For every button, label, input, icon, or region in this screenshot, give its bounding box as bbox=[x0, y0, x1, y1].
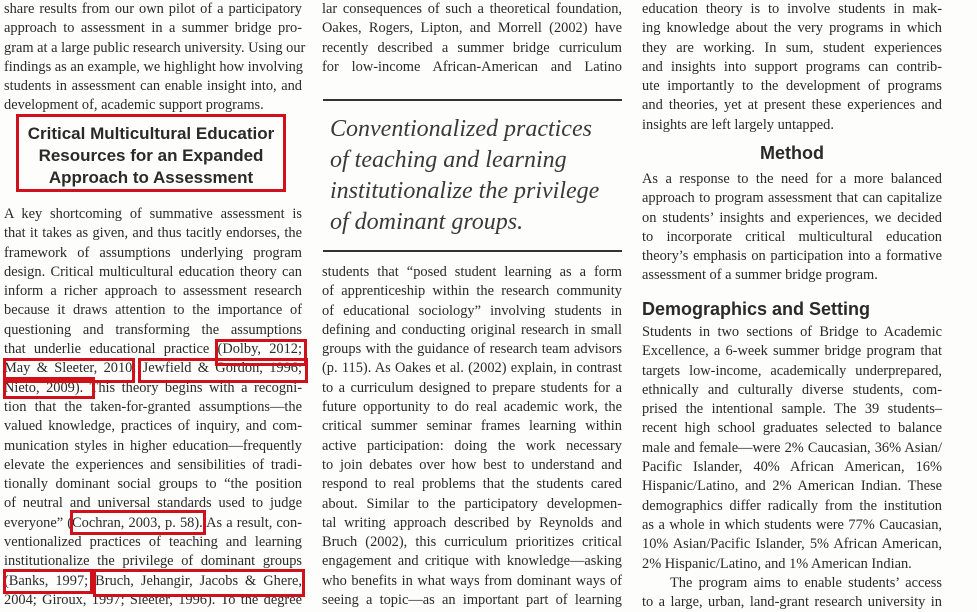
text-line: questioning and transforming the assumptions bbox=[4, 321, 302, 338]
text-line: ventionalized practices of teaching and learning bbox=[4, 534, 302, 551]
text-line: Students in two sections of Bridge to Academic bbox=[642, 324, 942, 340]
text-line: groups with the guidance of research team advisors bbox=[322, 341, 622, 358]
col3-top-paragraph bbox=[642, 0, 942, 135]
text-line: inform a richer approach to assessment research bbox=[4, 283, 302, 300]
section-heading-critical-multicultural bbox=[16, 114, 286, 192]
pullquote-line: of dominant groups. bbox=[330, 209, 524, 235]
text-line: A key shortcoming of summative assessment is bbox=[4, 206, 302, 222]
text-line: share results from our own pilot of a participatory bbox=[4, 1, 302, 17]
text-line: assessment of a summer bridge program. bbox=[642, 267, 878, 284]
text-line: to join debates over how best to understand and bbox=[322, 456, 622, 473]
text-line: (Banks, 1997; Bruch, Jehangir, Jacobs & Ghere, bbox=[4, 572, 302, 589]
text-line: of educational sociology” involving students in bbox=[322, 302, 622, 319]
pullquote-line: Conventionalized practices bbox=[330, 116, 592, 142]
text-line: elevate the experiences and sensibilities of tradi- bbox=[4, 456, 302, 473]
text-line: ethnically and culturally diverse students, com- bbox=[642, 381, 942, 398]
text-line: that it takes as given, and thus tacitly endorses, the bbox=[4, 225, 302, 242]
text-line: who benefits in what ways from dominant ways of bbox=[322, 572, 622, 589]
pullquote-line: institutionalize the privilege bbox=[330, 178, 600, 204]
text-line: seeing a topic—as an important part of learning bbox=[322, 592, 622, 609]
text-line: As a response to the need for a more balanced bbox=[642, 171, 942, 187]
text-line: prised the intentional sample. The 39 students– bbox=[642, 401, 942, 418]
citation-highlight-banks bbox=[3, 569, 93, 594]
text-line: ing knowledge about the very programs in which bbox=[642, 20, 942, 37]
text-line: (p. 115). As Oakes et al. (2002) explain, in contrast bbox=[322, 360, 622, 377]
col2-body-paragraph bbox=[322, 263, 622, 610]
text-line: May & Sleeter, 2010; Jewfield & Gordon, 1996; bbox=[4, 360, 302, 377]
text-line: 2% Hispanic/Latino, and 1% American Indian. bbox=[642, 555, 912, 572]
text-line: ute importantly to the development of programs bbox=[642, 78, 942, 95]
text-line: insights are left largely untapped. bbox=[642, 116, 834, 133]
text-line: that underlie educational practice (Dolby, 2012; bbox=[4, 341, 302, 358]
text-line: gram at a large public research university. Using our bbox=[4, 39, 306, 56]
text-line: Oakes, Rogers, Lipton, and Morrell (2002) have bbox=[322, 20, 622, 37]
text-line: to a curriculum designed to prepare students for a bbox=[322, 379, 622, 396]
text-line: findings as an example, we highlight how involving bbox=[4, 58, 303, 75]
text-line: male and female—were 2% Caucasian, 36% Asian/ bbox=[642, 439, 942, 456]
demographics-paragraph bbox=[642, 323, 942, 612]
text-line: they are working. In sum, student experiences bbox=[642, 39, 942, 56]
citation-highlight-jewfield-gordon bbox=[138, 358, 308, 383]
text-line: 10% Asian/Pacific Islander, 5% African American, bbox=[642, 536, 942, 553]
citation-highlight-bruch bbox=[93, 569, 305, 597]
text-line: on students’ insights and experiences, we decided bbox=[642, 209, 942, 226]
critical-body-paragraph bbox=[4, 205, 302, 610]
text-line: tionally dominant social groups to “the position bbox=[4, 476, 302, 493]
pullquote bbox=[330, 114, 620, 238]
text-line: and insights into support programs can contrib- bbox=[642, 58, 942, 75]
text-line: tal writing approach described by Reynolds and bbox=[322, 514, 622, 531]
text-line: design. Critical multicultural education theory can bbox=[4, 263, 302, 280]
pullquote-top-rule bbox=[323, 99, 622, 101]
text-line: about. Similar to the participatory developmen- bbox=[322, 495, 622, 512]
text-line: of neutral and universal standards used to judge bbox=[4, 495, 302, 512]
text-line: to incorporate critical multicultural education bbox=[642, 228, 942, 245]
text-line: defining and conducting original research in small bbox=[322, 321, 622, 338]
text-line: targets low-income, academically underprepared, bbox=[642, 362, 942, 379]
text-line: institutionalize the privilege of dominant groups bbox=[4, 553, 302, 570]
demographics-heading: Demographics and Setting bbox=[642, 299, 871, 319]
text-line: as a whole in which students were 77% Caucasian, bbox=[642, 516, 942, 533]
col2-top-paragraph bbox=[322, 0, 622, 77]
pullquote-bottom-rule bbox=[323, 250, 622, 252]
text-line: for low-income African-American and Latino bbox=[322, 58, 622, 75]
text-line: and theories, yet at present these experiences and bbox=[642, 97, 942, 114]
text-line: demographics differ radically from the institution bbox=[642, 497, 942, 514]
citation-highlight-nieto bbox=[3, 377, 95, 399]
text-line: tion that the taken-for-granted assumptions—the bbox=[4, 398, 302, 415]
text-line: respond to real problems that the students cared bbox=[322, 476, 622, 493]
text-line: theory’s emphasis on participation into a formative bbox=[642, 248, 942, 265]
intro-paragraph bbox=[4, 0, 306, 116]
text-line: future opportunity to do real academic work, the bbox=[322, 399, 622, 416]
text-line: Nieto, 2009). This theory begins with a recogni- bbox=[4, 379, 302, 396]
text-line: approach to assessment in a summer bridge pro- bbox=[4, 20, 302, 37]
pullquote-line: of teaching and learning bbox=[330, 147, 567, 173]
text-line: critical summer seminar frames learning within bbox=[322, 418, 622, 435]
text-line: approach to program assessment that can capitalize bbox=[642, 190, 942, 207]
text-line: everyone” (Cochran, 2003, p. 58). As a result, con- bbox=[4, 514, 302, 531]
text-line: valued knowledge, practices of inquiry, and com- bbox=[4, 418, 302, 435]
text-line: recently described a summer bridge curriculum bbox=[322, 39, 622, 56]
text-line: recent high school graduates selected to balance bbox=[642, 420, 942, 437]
heading-line: Approach to Assessment bbox=[48, 168, 254, 187]
text-line: Excellence, a 6-week summer bridge program that bbox=[642, 343, 942, 360]
text-line: framework of assumptions underlying program bbox=[4, 244, 302, 261]
text-line: Pacific Islander, 40% African American, 16% bbox=[642, 459, 942, 476]
text-line: munication styles in higher education—frequently bbox=[4, 437, 302, 454]
text-line: students in assessment can enable insight into, and bbox=[4, 78, 302, 95]
text-line: lar consequences of such a theoretical foundation, bbox=[322, 1, 622, 17]
method-heading: Method bbox=[760, 143, 824, 163]
heading-line: Resources for an Expanded bbox=[38, 146, 264, 165]
text-line: students that “posed student learning as a form bbox=[322, 264, 622, 280]
text-line: active participation: doing the work necessary bbox=[322, 437, 622, 454]
method-paragraph bbox=[642, 170, 942, 286]
text-line: The program aims to enable students’ access bbox=[670, 574, 942, 591]
text-line: Bruch (2002), this curriculum prioritizes critical bbox=[322, 534, 622, 551]
text-line: Hispanic/Latino, and 2% American Indian. These bbox=[642, 478, 942, 495]
text-line: because it draws attention to the importance of bbox=[4, 302, 302, 319]
text-line: development of, academic support programs. bbox=[4, 97, 264, 114]
text-line: engagement and critique with knowledge—asking bbox=[322, 553, 622, 570]
text-line: education theory is to involve students in mak- bbox=[642, 1, 942, 17]
citation-highlight-cochran bbox=[70, 510, 206, 535]
text-line: 2004; Giroux, 1997; Sleeter, 1996). To the degree bbox=[4, 591, 302, 608]
heading-line: Critical Multicultural Educatior bbox=[27, 124, 275, 143]
text-line: to a large, urban, land-grant research university in bbox=[642, 594, 942, 611]
text-line: of apprenticeship within the research community bbox=[322, 283, 622, 300]
